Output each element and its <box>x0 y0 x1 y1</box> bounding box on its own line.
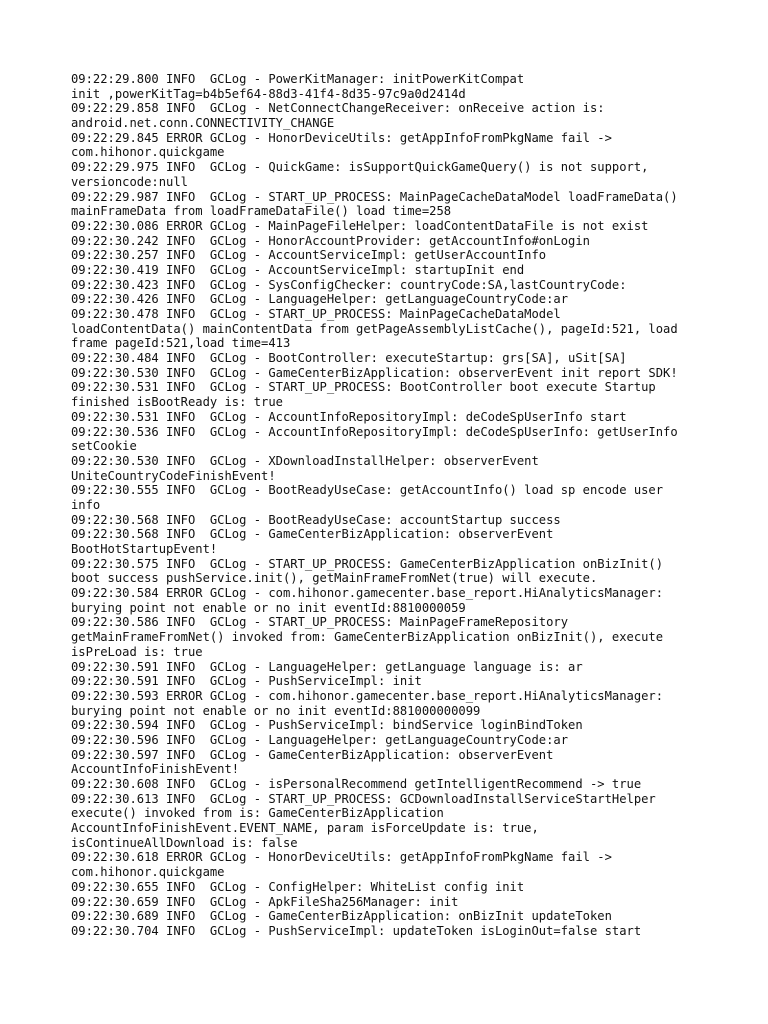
log-line: boot success pushService.init(), getMainFrameFromNet(true) will execute. <box>71 571 598 586</box>
log-line: 09:22:30.242 INFO GCLog - HonorAccountProvider: getAccountInfo#onLogin <box>71 233 590 248</box>
log-line: 09:22:30.689 INFO GCLog - GameCenterBizApplication: onBizInit updateToken <box>71 909 612 924</box>
log-line: 09:22:30.575 INFO GCLog - START_UP_PROCESS: GameCenterBizApplication onBizInit() <box>71 556 664 571</box>
log-line: 09:22:30.659 INFO GCLog - ApkFileSha256Manager: init <box>71 894 459 909</box>
log-line: 09:22:30.478 INFO GCLog - START_UP_PROCESS: MainPageCacheDataModel <box>71 307 561 321</box>
log-line: 09:22:30.568 INFO GCLog - GameCenterBizApplication: observerEvent <box>71 527 554 542</box>
log-line: 09:22:30.555 INFO GCLog - BootReadyUseCase: getAccountInfo() load sp encode user <box>71 483 664 498</box>
log-line: 09:22:30.704 INFO GCLog - PushServiceImpl: updateToken isLoginOut=false start <box>71 923 642 938</box>
log-line: 09:22:29.975 INFO GCLog - QuickGame: isSupportQuickGameQuery() is not support, <box>71 160 649 175</box>
log-line: 09:22:30.531 INFO GCLog - AccountInfoRepositoryImpl: deCodeSpUserInfo start <box>71 409 627 424</box>
log-line: 09:22:30.613 INFO GCLog - START_UP_PROCESS: GCDownloadInstallServiceStartHelper <box>71 791 656 806</box>
log-line: 09:22:30.086 ERROR GCLog - MainPageFileHelper: loadContentDataFile is not exist <box>71 218 649 233</box>
log-line: 09:22:30.591 INFO GCLog - LanguageHelper: getLanguage language is: ar <box>71 659 583 674</box>
log-line: 09:22:30.530 INFO GCLog - GameCenterBizApplication: observerEvent init report SDK! <box>71 365 678 380</box>
log-line: 09:22:30.568 INFO GCLog - BootReadyUseCase: accountStartup success <box>71 512 561 527</box>
log-line: AccountInfoFinishEvent! <box>71 762 240 777</box>
log-line: getMainFrameFromNet() invoked from: GameCenterBizApplication onBizInit(), execute <box>71 630 664 645</box>
log-line: 09:22:30.618 ERROR GCLog - HonorDeviceUtils: getAppInfoFromPkgName fail -> <box>71 850 612 865</box>
log-line: isContinueAllDownload is: false <box>71 835 298 850</box>
log-line: 09:22:30.484 INFO GCLog - BootController: executeStartup: grs[SA], uSit[SA] <box>71 351 627 366</box>
log-line: 09:22:30.591 INFO GCLog - PushServiceImpl: init <box>71 674 422 689</box>
log-line: 09:22:30.584 ERROR GCLog - com.hihonor.gamecenter.base_report.HiAnalyticsManager: <box>71 586 664 601</box>
log-line: 09:22:30.257 INFO GCLog - AccountServiceImpl: getUserAccountInfo <box>71 248 547 263</box>
log-line: isPreLoad is: true <box>71 644 203 659</box>
log-line: 09:22:30.536 INFO GCLog - AccountInfoRepositoryImpl: deCodeSpUserInfo: getUserInfo <box>71 424 678 439</box>
log-line: 09:22:30.594 INFO GCLog - PushServiceImpl: bindService loginBindToken <box>71 718 583 733</box>
log-line: UniteCountryCodeFinishEvent! <box>71 468 276 483</box>
log-line: execute() invoked from is: GameCenterBizApplication <box>71 806 444 821</box>
log-line: 09:22:30.419 INFO GCLog - AccountServiceImpl: startupInit end <box>71 262 525 277</box>
log-line: info <box>71 497 101 512</box>
log-line: burying point not enable or no init eventId:881000000099 <box>71 703 481 718</box>
log-line: 09:22:30.531 INFO GCLog - START_UP_PROCESS: BootController boot execute Startup <box>71 380 656 395</box>
log-line: versioncode:null <box>71 174 188 189</box>
log-line: init ,powerKitTag=b4b5ef64-88d3-41f4-8d35-97c9a0d2414d <box>71 86 466 101</box>
log-line: setCookie <box>71 439 137 454</box>
log-line: 09:22:30.596 INFO GCLog - LanguageHelper: getLanguageCountryCode:ar <box>71 732 569 747</box>
log-line: 09:22:29.858 INFO GCLog - NetConnectChangeReceiver: onReceive action is: <box>71 101 605 116</box>
log-line: 09:22:30.593 ERROR GCLog - com.hihonor.gamecenter.base_report.HiAnalyticsManager: <box>71 688 664 703</box>
log-line: AccountInfoFinishEvent.EVENT_NAME, param isForceUpdate is: true, <box>71 821 539 836</box>
log-text-block <box>71 72 731 939</box>
log-line: 09:22:29.800 INFO GCLog - PowerKitManager: initPowerKitCompat <box>71 72 525 86</box>
log-line: 09:22:30.586 INFO GCLog - START_UP_PROCESS: MainPageFrameRepository <box>71 615 569 630</box>
log-line: 09:22:30.608 INFO GCLog - isPersonalRecommend getIntelligentRecommend -> true <box>71 777 642 791</box>
log-line: frame pageId:521,load time=413 <box>71 336 291 351</box>
log-line: com.hihonor.quickgame <box>71 865 225 880</box>
log-line: 09:22:29.845 ERROR GCLog - HonorDeviceUtils: getAppInfoFromPkgName fail -> <box>71 130 612 145</box>
log-line: 09:22:30.655 INFO GCLog - ConfigHelper: WhiteList config init <box>71 879 525 894</box>
log-line: android.net.conn.CONNECTIVITY_CHANGE <box>71 116 335 131</box>
log-line: 09:22:29.987 INFO GCLog - START_UP_PROCESS: MainPageCacheDataModel loadFrameData() <box>71 189 678 204</box>
log-line: burying point not enable or no init eventId:8810000059 <box>71 600 466 615</box>
log-line: loadContentData() mainContentData from getPageAssemblyListCache(), pageId:521, load <box>71 321 678 336</box>
log-line: finished isBootReady is: true <box>71 395 283 410</box>
log-line: com.hihonor.quickgame <box>71 145 225 160</box>
log-line: 09:22:30.423 INFO GCLog - SysConfigChecker: countryCode:SA,lastCountryCode: <box>71 277 627 292</box>
log-line: 09:22:30.597 INFO GCLog - GameCenterBizApplication: observerEvent <box>71 747 554 762</box>
log-line: 09:22:30.530 INFO GCLog - XDownloadInstallHelper: observerEvent <box>71 453 539 468</box>
log-line: 09:22:30.426 INFO GCLog - LanguageHelper: getLanguageCountryCode:ar <box>71 292 569 307</box>
log-line: mainFrameData from loadFrameDataFile() load time=258 <box>71 204 452 219</box>
log-line: BootHotStartupEvent! <box>71 542 218 556</box>
